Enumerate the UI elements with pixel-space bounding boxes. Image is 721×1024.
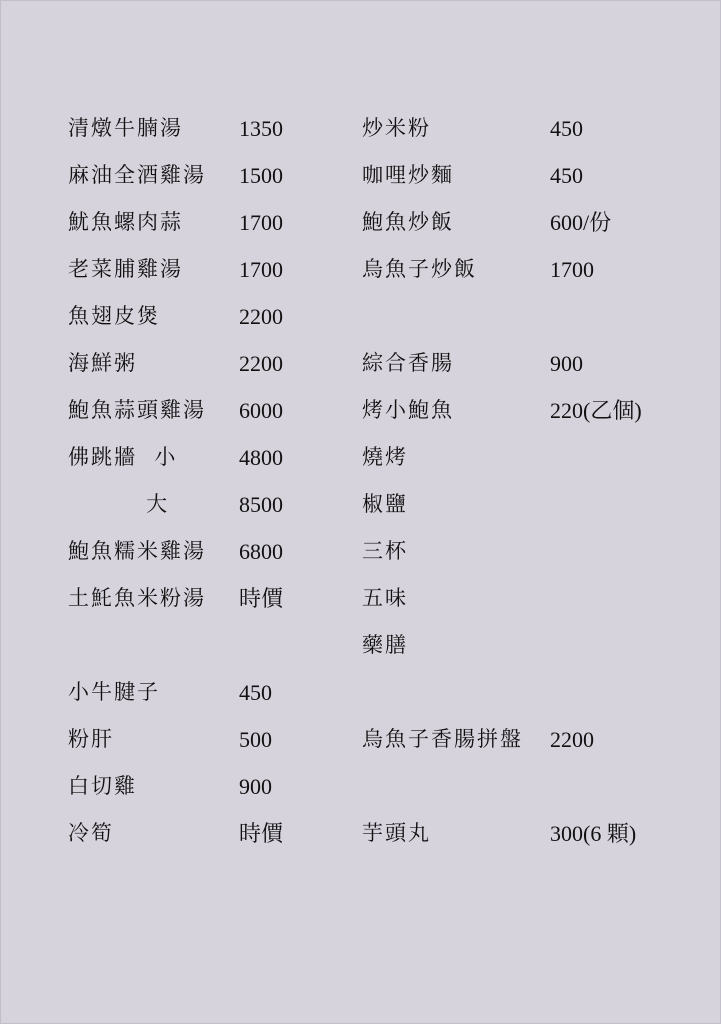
menu-item-row <box>68 387 398 434</box>
menu-item-row <box>68 246 398 293</box>
menu-item-row <box>68 340 398 387</box>
menu-item-row <box>362 763 692 810</box>
menu-item-price: 1500 <box>239 163 283 188</box>
menu-item-row <box>362 105 692 152</box>
menu-item-row <box>362 246 692 293</box>
menu-item-price: 8500 <box>239 492 283 517</box>
menu-item-price: 2200 <box>239 304 283 329</box>
menu-item-row <box>362 293 692 340</box>
menu-item-row <box>68 105 398 152</box>
menu-item-price: 220(乙個) <box>550 398 642 423</box>
menu-left-column <box>1 1 361 1023</box>
menu-item-row <box>362 387 692 434</box>
menu-item-row <box>68 152 398 199</box>
menu-item-price: 500 <box>239 727 272 752</box>
menu-item-row <box>362 669 692 716</box>
menu-item-name: 椒鹽 <box>362 492 408 516</box>
menu-item-price: 450 <box>550 163 583 188</box>
menu-item-name: 烤小鮑魚 <box>362 398 454 422</box>
menu-item-name: 海鮮粥 <box>68 351 137 375</box>
menu-item-name: 小牛腱子 <box>68 680 160 704</box>
menu-item-price: 1700 <box>550 257 594 282</box>
menu-item-price: 300(6 顆) <box>550 821 637 846</box>
menu-item-price: 600/份 <box>550 210 612 235</box>
menu-item-row <box>68 199 398 246</box>
menu-item-name: 土魠魚米粉湯 <box>68 586 206 610</box>
menu-item-name: 魚翅皮煲 <box>68 304 160 328</box>
menu-item-price: 450 <box>550 116 583 141</box>
menu-item-price: 6000 <box>239 398 283 423</box>
menu-item-row <box>68 293 398 340</box>
menu-item-row <box>68 481 398 528</box>
menu-item-name: 芋頭丸 <box>362 821 431 845</box>
menu-item-price: 1700 <box>239 257 283 282</box>
menu-item-name: 烏魚子炒飯 <box>362 257 477 281</box>
menu-item-name: 魷魚螺肉蒜 <box>68 210 183 234</box>
menu-item-row <box>68 669 398 716</box>
menu-item-name: 咖哩炒麵 <box>362 163 454 187</box>
menu-item-name: 炒米粉 <box>362 116 431 140</box>
menu-item-name: 綜合香腸 <box>362 351 454 375</box>
menu-item-name: 燒烤 <box>362 445 408 469</box>
menu-item-row <box>68 716 398 763</box>
menu-item-price: 450 <box>239 680 272 705</box>
menu-item-name: 冷筍 <box>68 821 114 845</box>
menu-item-name: 清燉牛腩湯 <box>68 116 183 140</box>
menu-item-name: 佛跳牆 小 <box>68 445 178 469</box>
menu-item-name: 大 <box>68 492 170 516</box>
menu-item-name: 藥膳 <box>362 633 408 657</box>
menu-item-price: 1700 <box>239 210 283 235</box>
menu-item-row <box>68 528 398 575</box>
menu-item-price: 2200 <box>239 351 283 376</box>
menu-item-name: 粉肝 <box>68 727 114 751</box>
menu-item-name: 老菜脯雞湯 <box>68 257 183 281</box>
menu-item-name: 烏魚子香腸拼盤 <box>362 727 523 751</box>
menu-item-price: 2200 <box>550 727 594 752</box>
menu-item-price: 6800 <box>239 539 283 564</box>
menu-item-price: 時價 <box>239 821 284 846</box>
menu-item-row <box>362 481 692 528</box>
menu-item-price: 900 <box>550 351 583 376</box>
menu-item-name: 三杯 <box>362 539 408 563</box>
menu-item-row <box>362 199 692 246</box>
menu-item-row <box>362 528 692 575</box>
menu-item-name: 五味 <box>362 586 408 610</box>
menu-item-name: 鮑魚炒飯 <box>362 210 454 234</box>
menu-item-row <box>362 810 692 857</box>
menu-item-row <box>362 434 692 481</box>
menu-item-row <box>362 340 692 387</box>
menu-item-price: 900 <box>239 774 272 799</box>
menu-item-row <box>362 622 692 669</box>
menu-item-row <box>68 810 398 857</box>
menu-item-row <box>68 622 398 669</box>
menu-item-price: 時價 <box>239 586 284 611</box>
menu-item-price: 4800 <box>239 445 283 470</box>
menu-item-price: 1350 <box>239 116 283 141</box>
menu-item-row <box>68 575 398 622</box>
menu-item-name: 麻油全酒雞湯 <box>68 163 206 187</box>
menu-item-name: 鮑魚蒜頭雞湯 <box>68 398 206 422</box>
menu-item-row <box>68 763 398 810</box>
menu-item-name: 白切雞 <box>68 774 137 798</box>
menu-item-row <box>362 152 692 199</box>
menu-item-row <box>362 716 692 763</box>
menu-item-name: 鮑魚糯米雞湯 <box>68 539 206 563</box>
menu-right-column <box>361 1 721 1023</box>
menu-item-row <box>362 575 692 622</box>
menu-item-row <box>68 434 398 481</box>
